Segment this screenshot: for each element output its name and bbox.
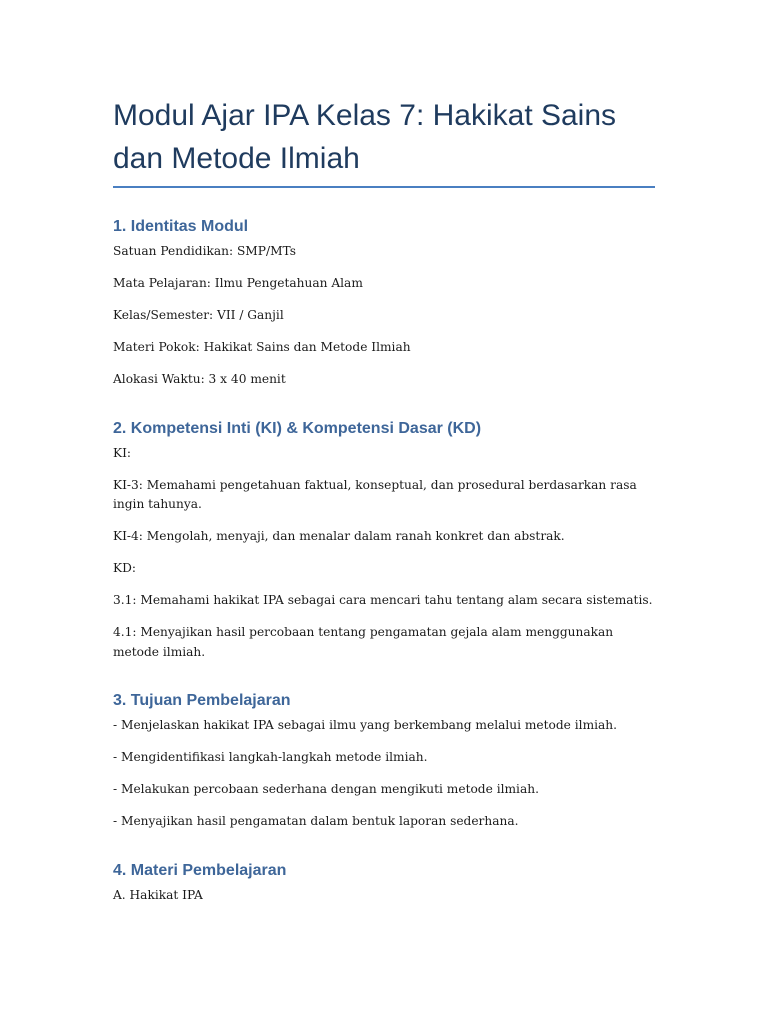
paragraph: - Menjelaskan hakikat IPA sebagai ilmu yang berkembang melalui metode ilmiah. <box>113 718 618 732</box>
section-heading: 1. Identitas Modul <box>113 218 249 235</box>
paragraph: Satuan Pendidikan: SMP/MTs <box>113 244 297 258</box>
paragraph: Kelas/Semester: VII / Ganjil <box>113 308 284 322</box>
section-tujuan-pembelajaran <box>113 690 655 832</box>
paragraph: Alokasi Waktu: 3 x 40 menit <box>113 372 286 386</box>
paragraph: KI: <box>113 445 132 460</box>
paragraph: KI-4: Mengolah, menyaji, dan menalar dalam ranah konkret dan abstrak. <box>113 529 565 543</box>
paragraph: A. Hakikat IPA <box>113 887 203 902</box>
document-title: Modul Ajar IPA Kelas 7: Hakikat Sains dan Metode Ilmiah <box>113 94 655 188</box>
paragraph: - Melakukan percobaan sederhana dengan mengikuti metode ilmiah. <box>113 782 539 796</box>
section-heading: 3. Tujuan Pembelajaran <box>113 692 291 709</box>
section-heading: 2. Kompetensi Inti (KI) & Kompetensi Dasar (KD) <box>113 419 482 437</box>
section-identitas-modul <box>113 216 655 390</box>
paragraph: KD: <box>113 561 136 575</box>
paragraph: 4.1: Menyajikan hasil percobaan tentang pengamatan gejala alam menggunakan metode ilmiah. <box>113 625 614 659</box>
section-heading: 4. Materi Pembelajaran <box>113 861 287 879</box>
paragraph: 3.1: Memahami hakikat IPA sebagai cara mencari tahu tentang alam secara sistematis. <box>113 593 653 607</box>
paragraph: - Mengidentifikasi langkah-langkah metode ilmiah. <box>113 750 428 764</box>
paragraph: Mata Pelajaran: Ilmu Pengetahuan Alam <box>113 276 363 290</box>
section-materi-pembelajaran <box>113 860 655 906</box>
paragraph: Materi Pokok: Hakikat Sains dan Metode Ilmiah <box>113 340 411 354</box>
paragraph: KI-3: Memahami pengetahuan faktual, konseptual, dan prosedural berdasarkan rasa ingin tahunya. <box>113 477 637 511</box>
section-kompetensi <box>113 418 655 663</box>
paragraph: - Menyajikan hasil pengamatan dalam bentuk laporan sederhana. <box>113 814 519 828</box>
document-page <box>113 94 655 905</box>
